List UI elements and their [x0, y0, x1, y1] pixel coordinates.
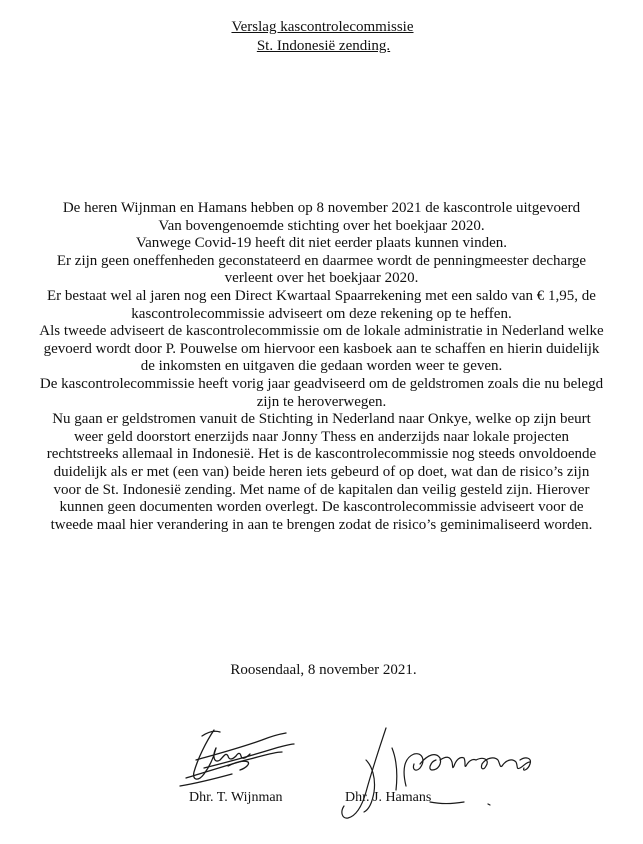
signature-block	[0, 700, 643, 844]
body-line: tweede maal hier verandering in aan te brengen zodat de risico’s geminimaliseerd worden.	[50, 516, 593, 533]
body-line: verleent over het boekjaar 2020.	[224, 270, 419, 287]
document-heading	[0, 18, 643, 56]
heading-subtitle: St. Indonesië zending.	[256, 38, 391, 54]
body-line: Er zijn geen oneffenheden geconstateerd en daarmee wordt de penningmeester decharge	[56, 252, 587, 269]
body-line: rechtstreeks allemaal in Indonesië. Het is de kascontrolecommissie nog steeds onvoldoende	[46, 446, 597, 463]
report-body	[8, 200, 635, 534]
body-line: kascontrolecommissie adviseert om deze rekening op te heffen.	[131, 305, 512, 322]
body-line: De kascontrolecommissie heeft vorig jaar geadviseerd om de geldstromen zoals die nu belegd	[39, 375, 604, 392]
body-line: duidelijk als er met (een van) beide heren iets gebeurd of op doet, wat dan de risico’s zijn	[53, 463, 590, 480]
body-line: Nu gaan er geldstromen vanuit de Stichting in Nederland naar Onkye, welke op zijn beurt	[52, 411, 591, 428]
signatures-drawing	[0, 700, 643, 844]
body-line: voor de St. Indonesië zending. Met name of de kapitalen dan veilig gesteld zijn. Hierover	[53, 481, 590, 498]
body-line: Vanwege Covid-19 heeft dit niet eerder plaats kunnen vinden.	[135, 235, 508, 252]
signer-wijnman: Dhr. T. Wijnman	[189, 790, 283, 805]
heading-title: Verslag kascontrolecommissie	[231, 19, 414, 35]
body-line: kunnen geen documenten worden overlegt. De kascontrolecommissie adviseert voor de	[59, 499, 584, 516]
body-line: zijn te heroverwegen.	[256, 393, 387, 410]
signature-wijnman-image	[180, 730, 294, 786]
body-line: gevoerd wordt door P. Pouwelse om hiervoor een kasboek aan te schaffen en hierin duidelijk	[43, 340, 600, 357]
place-and-date: Roosendaal, 8 november 2021.	[230, 662, 417, 678]
body-line: de inkomsten en uitgaven die gedaan worden weer te geven.	[140, 358, 503, 375]
body-line: Van bovengenoemde stichting over het boekjaar 2020.	[158, 217, 485, 234]
body-line: De heren Wijnman en Hamans hebben op 8 november 2021 de kascontrole uitgevoerd	[62, 200, 581, 216]
signer-hamans: Dhr. J. Hamans	[345, 790, 432, 805]
body-line: Als tweede adviseert de kascontrolecommissie om de lokale administratie in Nederland welke	[39, 323, 604, 340]
body-line: weer geld doorstort enerzijds naar Jonny Thess en anderzijds naar lokale projecten	[74, 428, 569, 445]
body-line: Er bestaat wel al jaren nog een Direct Kwartaal Spaarrekening met een saldo van € 1,95, de	[47, 287, 596, 304]
